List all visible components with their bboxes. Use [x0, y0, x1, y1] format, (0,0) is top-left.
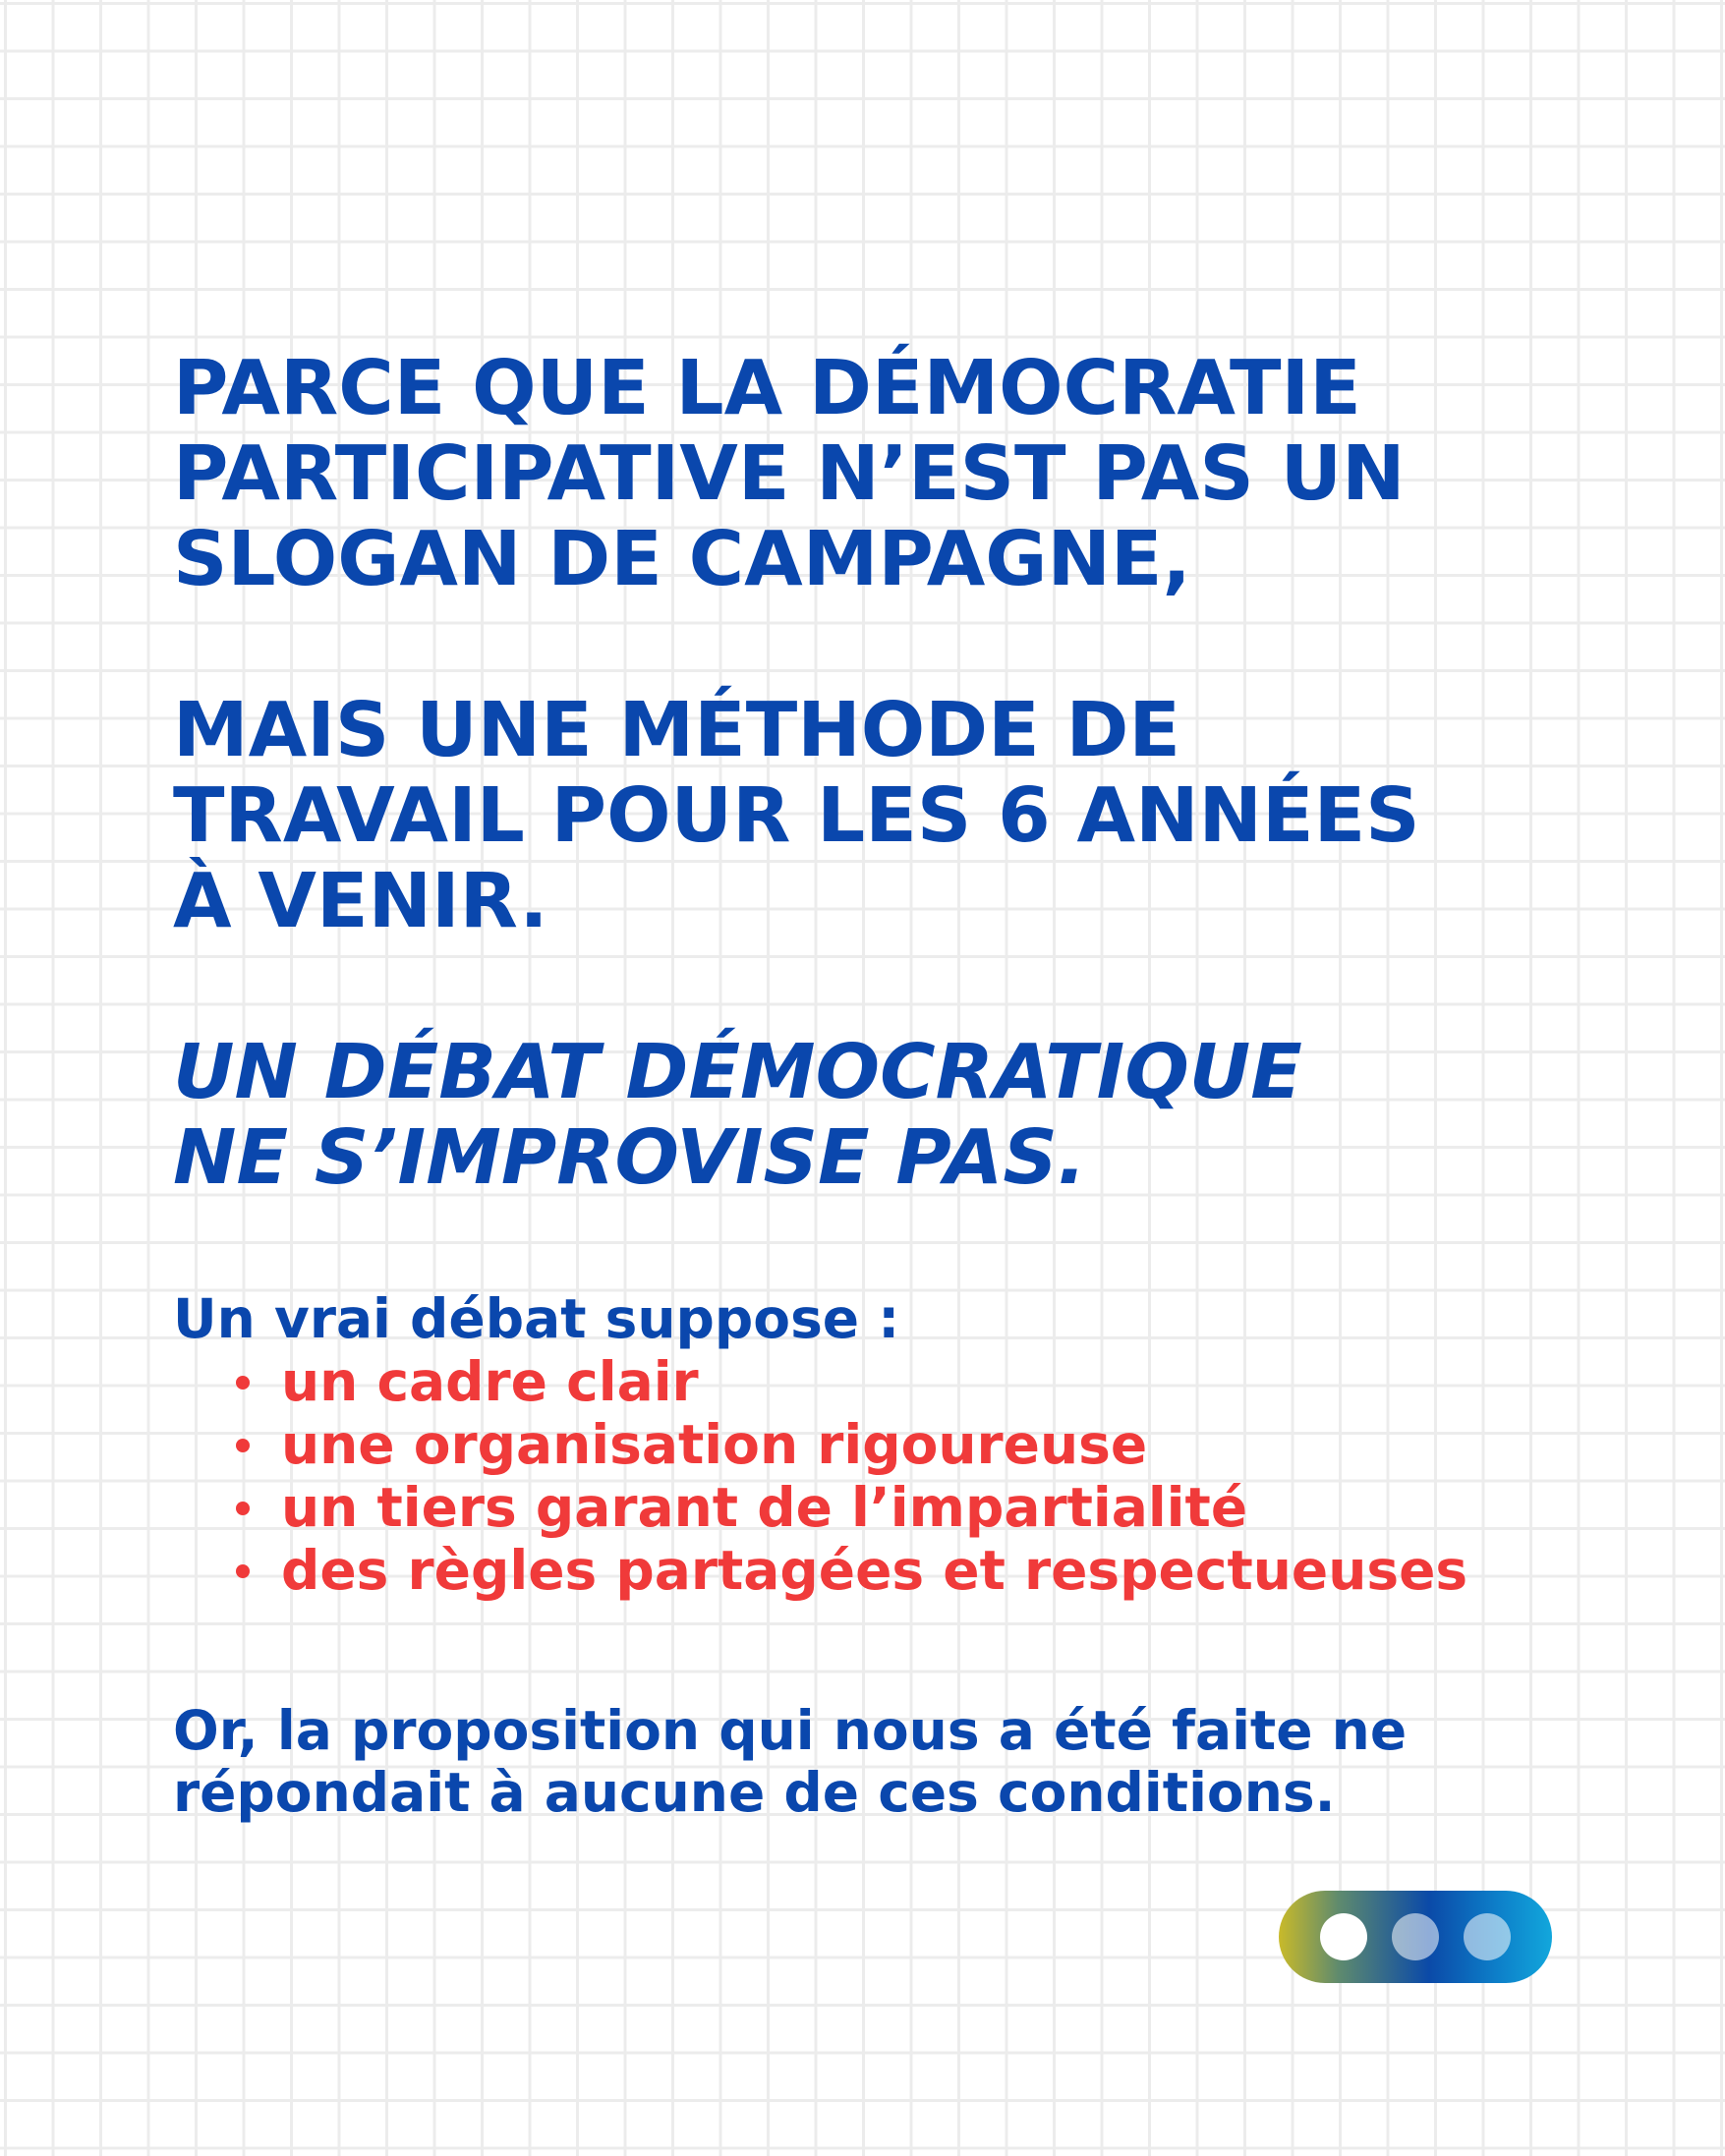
bullet-dot-icon — [236, 1376, 250, 1390]
pager-dot-active[interactable] — [1320, 1913, 1367, 1960]
condition-label: une organisation rigoureuse — [281, 1413, 1148, 1476]
headline-methode — [173, 688, 1569, 944]
list-item — [236, 1476, 1569, 1539]
pager-dot[interactable] — [1464, 1913, 1511, 1960]
condition-label: un tiers garant de l’impartialité — [281, 1476, 1248, 1539]
intro-text: Un vrai débat suppose : — [173, 1287, 900, 1350]
conditions-list — [173, 1350, 1569, 1602]
headline-line: TRAVAIL POUR LES 6 ANNÉES — [173, 772, 1420, 860]
condition-label: un cadre clair — [281, 1350, 699, 1413]
condition-label: des règles partagées et respectueuses — [281, 1539, 1468, 1602]
bullet-dot-icon — [236, 1439, 250, 1452]
conclusion-text — [173, 1700, 1569, 1824]
headline-line: PARCE QUE LA DÉMOCRATIE — [173, 345, 1361, 432]
headline-line: UN DÉBAT DÉMOCRATIQUE — [173, 1029, 1302, 1116]
headline-line: SLOGAN DE CAMPAGNE, — [173, 516, 1191, 603]
headline-line: PARTICIPATIVE N’EST PAS UN — [173, 430, 1406, 518]
headline-debat-italic — [173, 1030, 1569, 1201]
bullet-dot-icon — [236, 1502, 250, 1515]
headline-line: NE S’IMPROVISE PAS. — [173, 1114, 1087, 1202]
conclusion-line: répondait à aucune de ces conditions. — [173, 1761, 1336, 1824]
list-item — [236, 1539, 1569, 1602]
carousel-pager[interactable] — [1279, 1891, 1552, 1983]
headline-democratie — [173, 346, 1569, 602]
headline-line: MAIS UNE MÉTHODE DE — [173, 687, 1180, 774]
list-item — [236, 1413, 1569, 1476]
main-content — [173, 346, 1569, 1824]
headline-line: À VENIR. — [173, 858, 548, 945]
conclusion-line: Or, la proposition qui nous a été faite ne — [173, 1699, 1408, 1762]
bullet-dot-icon — [236, 1564, 250, 1578]
list-item — [236, 1350, 1569, 1413]
pager-dot[interactable] — [1392, 1913, 1439, 1960]
